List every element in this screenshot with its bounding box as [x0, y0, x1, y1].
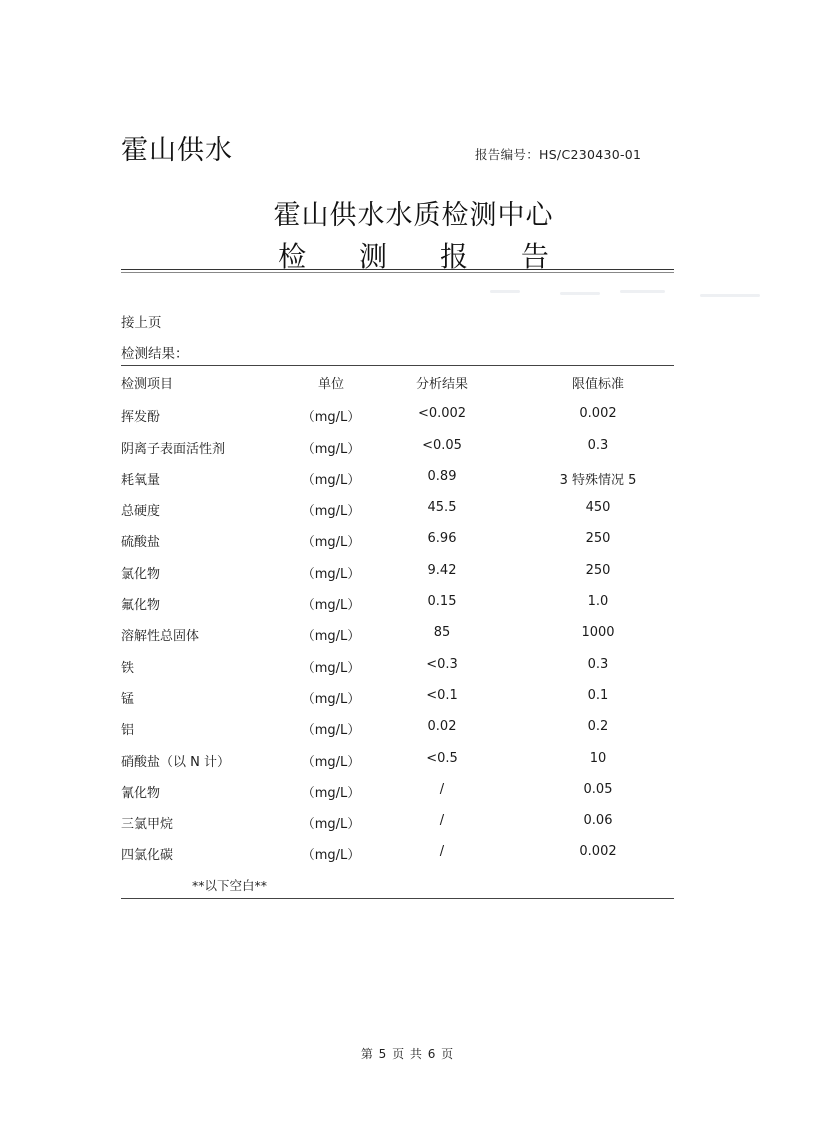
cell-limit: 1000: [581, 625, 615, 641]
cell-unit: （mg/L）: [301, 472, 361, 488]
cell-item: 耗氧量: [121, 472, 161, 488]
scan-speck: [490, 290, 520, 293]
cell-result: 9.42: [427, 562, 457, 578]
cell-item: 阴离子表面活性剂: [121, 441, 226, 457]
table-row: [0, 402, 815, 433]
cell-item: 铁: [121, 660, 135, 676]
document-title: 检 测 报 告: [278, 240, 571, 273]
cell-result: 6.96: [427, 531, 457, 547]
cell-item: 挥发酚: [121, 410, 161, 426]
table-row: [0, 559, 815, 590]
cell-item: 氯化物: [121, 566, 161, 582]
table-row: [0, 747, 815, 778]
column-header-result: 分析结果: [415, 377, 468, 392]
page-footer: 第 5 页 共 6 页: [360, 1047, 455, 1061]
cell-result: 0.02: [427, 719, 457, 735]
cell-unit: （mg/L）: [301, 535, 361, 551]
table-row: [0, 840, 815, 871]
cell-item: 四氯化碳: [121, 848, 174, 864]
report-number: 报告编号：HS/C230430-01: [475, 147, 642, 162]
scan-speck: [700, 294, 760, 297]
column-header-limit: 限值标准: [571, 377, 624, 392]
cell-item: 总硬度: [121, 504, 161, 520]
cell-limit: 450: [585, 500, 611, 516]
cell-unit: （mg/L）: [301, 691, 361, 707]
cell-unit: （mg/L）: [301, 754, 361, 770]
cell-result: 0.15: [427, 594, 457, 610]
table-top-rule: [121, 365, 674, 366]
cell-unit: （mg/L）: [301, 848, 361, 864]
cell-limit: 0.1: [587, 687, 609, 703]
column-header-unit: 单位: [317, 377, 344, 392]
cell-unit: （mg/L）: [301, 441, 361, 457]
table-row: [0, 621, 815, 652]
cell-result: 45.5: [427, 500, 457, 516]
cell-limit: 0.3: [587, 437, 609, 453]
cell-limit: 0.05: [583, 781, 613, 797]
table-row: [0, 434, 815, 465]
cell-result: <0.05: [422, 437, 462, 453]
results-table: [0, 371, 815, 872]
results-label: 检测结果：: [121, 346, 189, 362]
table-bottom-rule: [121, 898, 674, 899]
end-of-results-note: **以下空白**: [192, 878, 268, 893]
table-header-row: [0, 371, 815, 402]
table-row: [0, 496, 815, 527]
title-rule: [121, 269, 674, 270]
cell-unit: （mg/L）: [301, 566, 361, 582]
cell-result: <0.002: [417, 406, 467, 422]
cell-limit: 0.2: [587, 719, 609, 735]
table-row: [0, 527, 815, 558]
scan-speck: [560, 292, 600, 295]
cell-result: /: [439, 813, 445, 829]
cell-item: 三氯甲烷: [121, 817, 174, 833]
continued-label: 接上页: [121, 315, 162, 331]
cell-result: <0.3: [426, 656, 458, 672]
cell-unit: （mg/L）: [301, 410, 361, 426]
cell-unit: （mg/L）: [301, 785, 361, 801]
cell-item: 硫酸盐: [121, 535, 161, 551]
cell-result: 85: [433, 625, 451, 641]
cell-limit: 0.002: [579, 406, 617, 422]
cell-limit: 0.06: [583, 813, 613, 829]
table-row: [0, 715, 815, 746]
cell-unit: （mg/L）: [301, 723, 361, 739]
table-row: [0, 590, 815, 621]
organization-title: 霍山供水水质检测中心: [273, 200, 554, 231]
cell-result: /: [439, 844, 445, 860]
cell-item: 锰: [121, 691, 135, 707]
cell-item: 铝: [121, 723, 135, 739]
table-row: [0, 684, 815, 715]
cell-unit: （mg/L）: [301, 598, 361, 614]
table-row: [0, 809, 815, 840]
cell-item: 氰化物: [121, 785, 161, 801]
cell-item: 氟化物: [121, 598, 161, 614]
cell-unit: （mg/L）: [301, 629, 361, 645]
cell-result: /: [439, 781, 445, 797]
table-row: [0, 778, 815, 809]
cell-limit: 10: [589, 750, 607, 766]
cell-limit: 0.002: [579, 844, 617, 860]
cell-limit: 0.3: [587, 656, 609, 672]
title-rule-secondary: [121, 272, 674, 273]
cell-unit: （mg/L）: [301, 660, 361, 676]
cell-result: <0.5: [426, 750, 458, 766]
cell-item: 溶解性总固体: [121, 629, 200, 645]
scan-speck: [620, 290, 665, 293]
cell-unit: （mg/L）: [301, 504, 361, 520]
cell-unit: （mg/L）: [301, 817, 361, 833]
table-row: [0, 653, 815, 684]
cell-limit: 250: [585, 562, 611, 578]
column-header-item: 检测项目: [121, 377, 174, 392]
cell-limit: 250: [585, 531, 611, 547]
cell-item: 硝酸盐（以 N 计）: [121, 754, 230, 770]
cell-limit: 3 特殊情况 5: [559, 472, 637, 488]
company-brand: 霍山供水: [121, 135, 233, 166]
table-row: [0, 465, 815, 496]
cell-result: <0.1: [426, 687, 458, 703]
cell-limit: 1.0: [587, 594, 609, 610]
cell-result: 0.89: [427, 468, 457, 484]
